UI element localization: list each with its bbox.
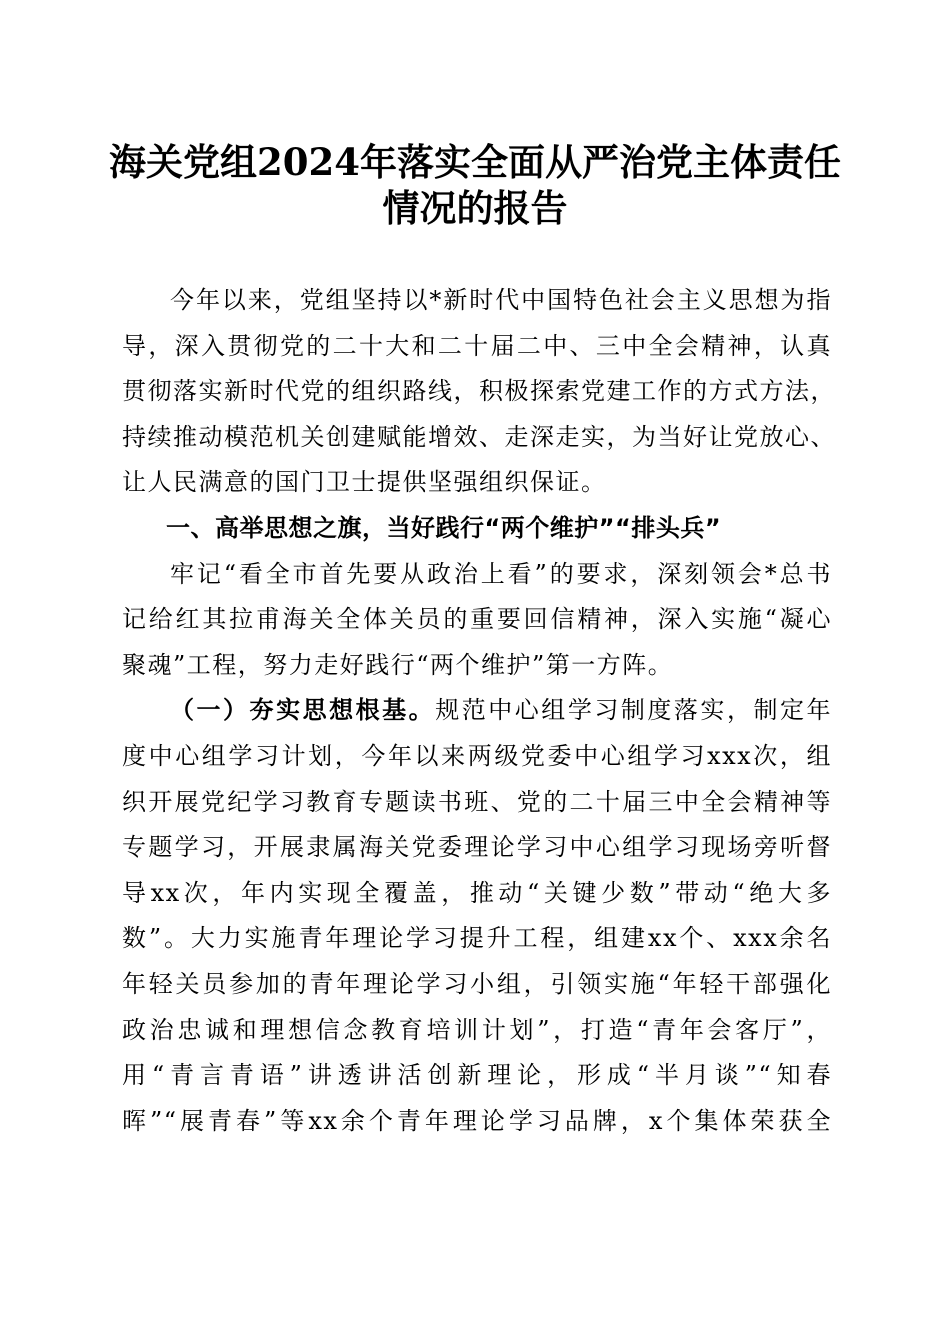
section-1-line-2: 记给红其拉甫海关全体关员的重要回信精神，深入实施“凝心 [122, 605, 832, 634]
subsection-1-first-line-rest: 规范中心组学习制度落实，制定年 [435, 696, 833, 725]
subsection-1-line-2: 度中心组学习计划，今年以来两级党委中心组学习xxx次，组 [122, 741, 832, 770]
intro-line-4: 持续推动模范机关创建赋能增效、走深走实，为当好让党放心、 [122, 422, 836, 451]
subsection-1-line-4: 专题学习，开展隶属海关党委理论学习中心组学习现场旁听督 [122, 833, 832, 862]
section-1-line-3: 聚魂”工程，努力走好践行“两个维护”第一方阵。 [122, 650, 674, 679]
section-1-line-1: 牢记“看全市首先要从政治上看”的要求，深刻领会*总书 [170, 559, 832, 588]
document-title-line-2: 情况的报告 [382, 186, 568, 230]
document-title-line-1: 海关党组2024年落实全面从严治党主体责任 [109, 140, 841, 184]
subsection-1-line-10: 晖”“展青春”等xx余个青年理论学习品牌，x个集体荣获全 [122, 1106, 832, 1135]
subsection-1-line-7: 年轻关员参加的青年理论学习小组，引领实施“年轻干部强化 [122, 969, 832, 998]
subsection-1-line-8: 政治忠诚和理想信念教育培训计划”，打造“青年会客厅”， [122, 1015, 832, 1044]
intro-line-1: 今年以来，党组坚持以*新时代中国特色社会主义思想为指 [170, 286, 832, 314]
subsection-1-line-1 [122, 688, 832, 734]
subsection-1-line-3: 织开展党纪学习教育专题读书班、党的二十届三中全会精神等 [122, 787, 832, 816]
intro-line-3: 贯彻落实新时代党的组织路线，积极探索党建工作的方式方法， [122, 377, 836, 406]
subsection-1-lead: （一）夯实思想根基。 [170, 696, 436, 725]
subsection-1-line-5: 导xx次，年内实现全覆盖，推动“关键少数”带动“绝大多 [122, 878, 832, 907]
intro-line-5: 让人民满意的国门卫士提供坚强组织保证。 [122, 468, 607, 497]
subsection-1-line-9: 用“青言青语”讲透讲活创新理论，形成“半月谈”“知春 [122, 1061, 832, 1090]
section-1-heading: 一、高举思想之旗，当好践行“两个维护”“排头兵” [166, 513, 722, 542]
document-body [122, 278, 836, 1144]
subsection-1-line-6: 数”。大力实施青年理论学习提升工程，组建xx个、xxx余名 [122, 924, 832, 953]
intro-line-2: 导，深入贯彻党的二十大和二十届二中、三中全会精神，认真 [122, 331, 832, 360]
